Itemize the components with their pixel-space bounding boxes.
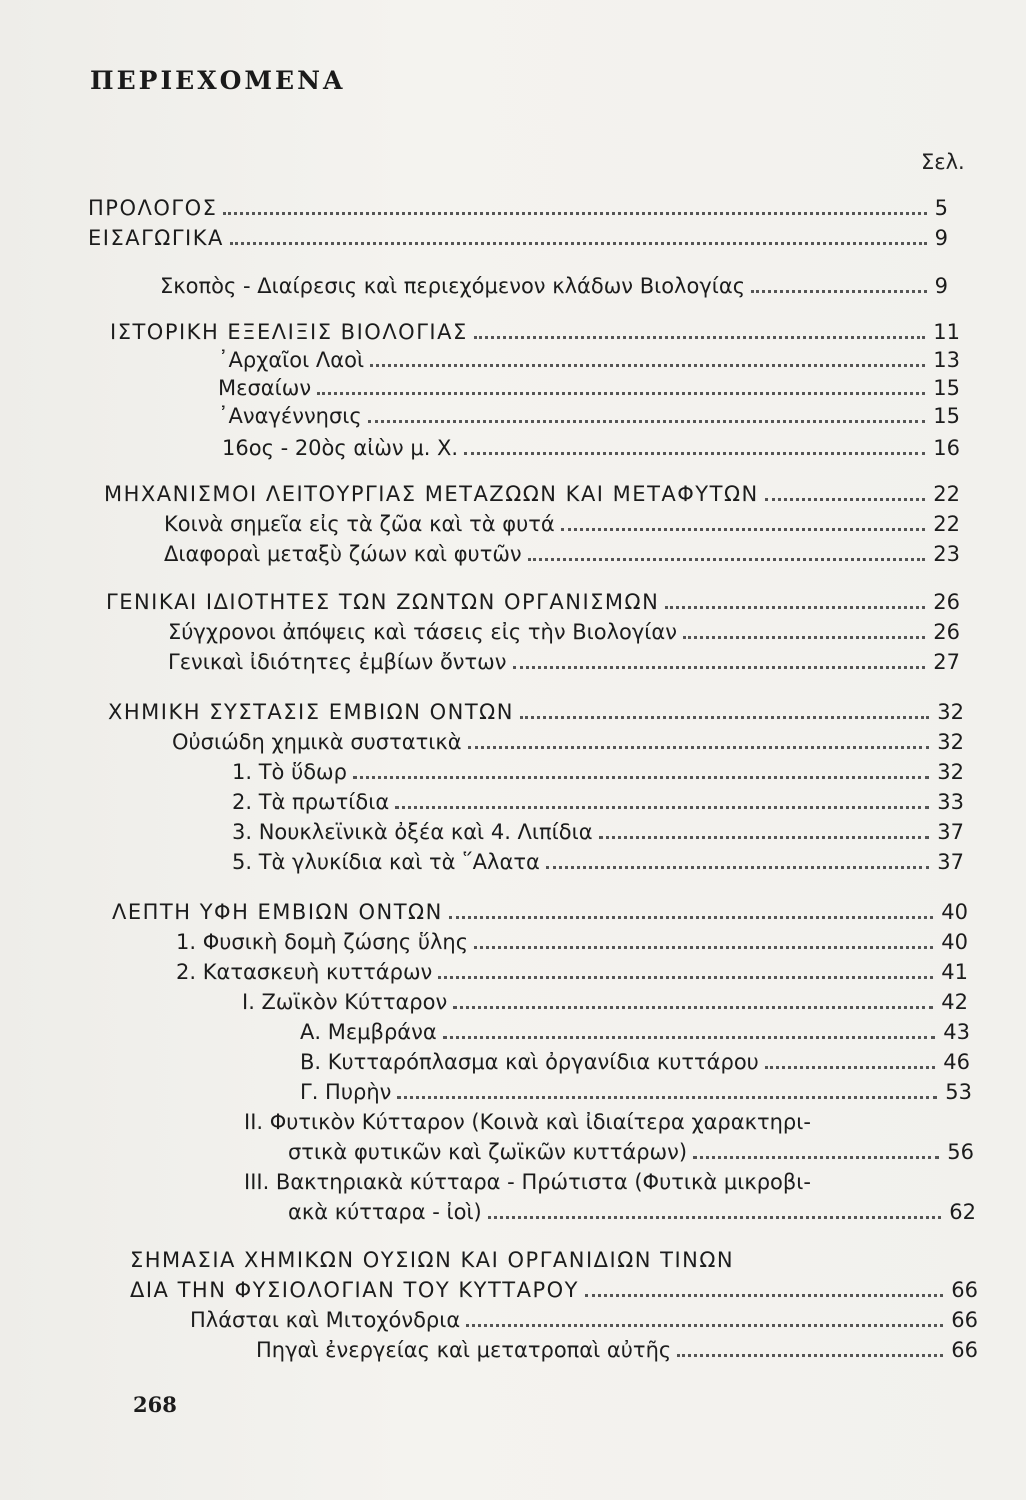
toc-entry [176, 954, 968, 984]
toc-entry-title: 2. Κατασκευὴ κυττάρων [176, 960, 433, 984]
toc-entry-page: 40 [941, 930, 968, 954]
toc-entry-page: 42 [941, 990, 968, 1014]
toc-entry [218, 398, 960, 428]
toc-entry-title: ΠΡΟΛΟΓΟΣ [88, 196, 218, 220]
toc-entry-title: ᾿Αρχαῖοι Λαοὶ [218, 348, 365, 372]
toc-entry-page: 26 [933, 620, 960, 644]
toc-entry [232, 814, 964, 844]
toc-entry [112, 894, 968, 924]
toc-entry [168, 614, 960, 644]
toc-entry-title: 3. Νουκλεϊνικὰ ὀξέα καὶ 4. Λιπίδια [232, 820, 593, 844]
toc-entry-page: 33 [937, 790, 964, 814]
toc-entry [218, 342, 960, 372]
toc-entry-page: 66 [951, 1278, 978, 1302]
toc-entry [222, 430, 960, 460]
toc-entry [288, 1134, 974, 1164]
page-number: 268 [133, 1392, 177, 1417]
toc-entry-title: Κοινὰ σημεῖα εἰς τὰ ζῶα καὶ τὰ φυτά [164, 512, 555, 536]
toc-entry-page: 37 [937, 820, 964, 844]
toc-entry-page: 13 [933, 348, 960, 372]
toc-entry-title: Σκοπὸς - Διαίρεσις καὶ περιεχόμενον κλάδων Βιολογίας [160, 274, 746, 298]
toc-entry-page: 66 [951, 1308, 978, 1332]
toc-entry [88, 220, 948, 250]
toc-entry [232, 754, 964, 784]
toc-entry [288, 1194, 976, 1224]
toc-entry-page: 62 [949, 1200, 976, 1224]
toc-entry-title: ΧΗΜΙΚΗ ΣΥΣΤΑΣΙΣ ΕΜΒΙΩΝ ΟΝΤΩΝ [108, 700, 514, 724]
toc-entry-page: 66 [951, 1338, 978, 1362]
page-title: ΠΕΡΙΕΧΟΜΕΝΑ [90, 66, 346, 95]
toc-entry-title: στικὰ φυτικῶν καὶ ζωϊκῶν κυττάρων) [288, 1140, 688, 1164]
toc-entry [106, 584, 960, 614]
toc-entry-title: 16ος - 20ὸς αἰὼν μ. Χ. [222, 436, 459, 460]
toc-entry-title: Σύγχρονοι ἀπόψεις καὶ τάσεις εἰς τὴν Βιολογίαν [168, 620, 677, 644]
toc-entry [160, 268, 948, 298]
toc-entry-title: Διαφοραὶ μεταξὺ ζώων καὶ φυτῶν [164, 542, 522, 566]
toc-entry [232, 844, 964, 874]
toc-entry-title: Γενικαὶ ἰδιότητες ἐμβίων ὄντων [168, 650, 507, 674]
toc-entry-title: Μεσαίων [218, 376, 312, 400]
toc-entry [176, 924, 968, 954]
toc-entry-page: 41 [941, 960, 968, 984]
toc-entry-page: 23 [933, 542, 960, 566]
toc-entry [300, 1014, 970, 1044]
toc-entry-page: 26 [933, 590, 960, 614]
toc-entry-page: 16 [933, 436, 960, 460]
toc-entry-page: 15 [933, 376, 960, 400]
toc-entry [168, 644, 960, 674]
toc-entry-title: ΙΣΤΟΡΙΚΗ ΕΞΕΛΙΞΙΣ ΒΙΟΛΟΓΙΑΣ [110, 320, 468, 344]
toc-entry-title: Α. Μεμβράνα [300, 1020, 437, 1044]
toc-entry-page: 43 [943, 1020, 970, 1044]
toc-entry [256, 1332, 978, 1362]
toc-entry-page: 53 [945, 1080, 972, 1104]
toc-entry-title: 1. Φυσικὴ δομὴ ζώσης ὕλης [176, 930, 469, 954]
toc-entry [232, 784, 964, 814]
toc-entry-page: 32 [937, 730, 964, 754]
toc-entry-title: ΣΗΜΑΣΙΑ ΧΗΜΙΚΩΝ ΟΥΣΙΩΝ ΚΑΙ ΟΡΓΑΝΙΔΙΩΝ ΤΙΝΩΝ [130, 1248, 735, 1272]
toc-entry-title: 5. Τὰ γλυκίδια καὶ τὰ ῞Αλατα [232, 850, 540, 874]
toc-entry [110, 314, 960, 344]
toc-entry-page: 27 [933, 650, 960, 674]
toc-entry [164, 506, 960, 536]
toc-entry-page: 22 [933, 482, 960, 506]
toc-entry [130, 1242, 978, 1272]
toc-entry-title: ΛΕΠΤΗ ΥΦΗ ΕΜΒΙΩΝ ΟΝΤΩΝ [112, 900, 443, 924]
toc-entry-page: 9 [934, 226, 948, 250]
toc-entry-page: 11 [933, 320, 960, 344]
toc-entry-title: 1. Τὸ ὕδωρ [232, 760, 347, 784]
toc-entry [300, 1074, 972, 1104]
toc-entry [164, 536, 960, 566]
toc-entry-page: 5 [934, 196, 948, 220]
toc-entry-page: 40 [941, 900, 968, 924]
toc-entry-page: 37 [937, 850, 964, 874]
toc-entry-title: ΙΙ. Φυτικὸν Κύτταρον (Κοινὰ καὶ ἰδιαίτερα χαρακτηρι- [244, 1110, 811, 1134]
toc-entry [130, 1272, 978, 1302]
toc-entry-page: 46 [943, 1050, 970, 1074]
toc-entry-title: Πηγαὶ ἐνεργείας καὶ μετατροπαὶ αὐτῆς [256, 1338, 672, 1362]
toc-entry [300, 1044, 970, 1074]
toc-entry-title: ᾿Αναγέννησις [218, 404, 362, 428]
toc-entry-title: Οὐσιώδη χημικὰ συστατικὰ [172, 730, 462, 754]
toc-entry-title: 2. Τὰ πρωτίδια [232, 790, 390, 814]
toc-entry [172, 724, 964, 754]
toc-entry-title: Γ. Πυρὴν [300, 1080, 392, 1104]
toc-entry-title: Πλάσται καὶ Μιτοχόνδρια [190, 1308, 461, 1332]
toc-entry-page: 32 [937, 760, 964, 784]
toc-entry-title: ΜΗΧΑΝΙΣΜΟΙ ΛΕΙΤΟΥΡΓΙΑΣ ΜΕΤΑΖΩΩΝ ΚΑΙ ΜΕΤΑΦΥΤΩΝ [104, 482, 759, 506]
toc-entry [218, 370, 960, 400]
toc-entry [244, 1164, 974, 1194]
toc-entry-page: 9 [934, 274, 948, 298]
toc-entry-title: ΓΕΝΙΚΑΙ ΙΔΙΟΤΗΤΕΣ ΤΩΝ ΖΩΝΤΩΝ ΟΡΓΑΝΙΣΜΩΝ [106, 590, 660, 614]
toc-entry-page: 56 [947, 1140, 974, 1164]
toc-entry [242, 984, 968, 1014]
toc-entry-page: 32 [937, 700, 964, 724]
toc-entry-title: ΕΙΣΑΓΩΓΙΚΑ [88, 226, 224, 250]
toc-entry-title: ΔΙΑ ΤΗΝ ΦΥΣΙΟΛΟΓΙΑΝ ΤΟΥ ΚΥΤΤΑΡΟΥ [130, 1278, 579, 1302]
toc-entry [108, 694, 964, 724]
toc-entry-page: 22 [933, 512, 960, 536]
toc-entry-title: Β. Κυτταρόπλασμα καὶ ὀργανίδια κυττάρου [300, 1050, 759, 1074]
toc-entry [104, 476, 960, 506]
toc-entry-title: Ι. Ζωϊκὸν Κύτταρον [242, 990, 448, 1014]
toc-entry-title: ακὰ κύτταρα - ἰοὶ) [288, 1200, 482, 1224]
toc-entry [244, 1104, 972, 1134]
toc-entry-title: ΙΙΙ. Βακτηριακὰ κύτταρα - Πρώτιστα (Φυτικὰ μικροβι- [244, 1170, 811, 1194]
toc-entry [190, 1302, 978, 1332]
toc-entry-page: 15 [933, 404, 960, 428]
page-column-label: Σελ. [921, 150, 965, 174]
toc-entry [88, 190, 948, 220]
